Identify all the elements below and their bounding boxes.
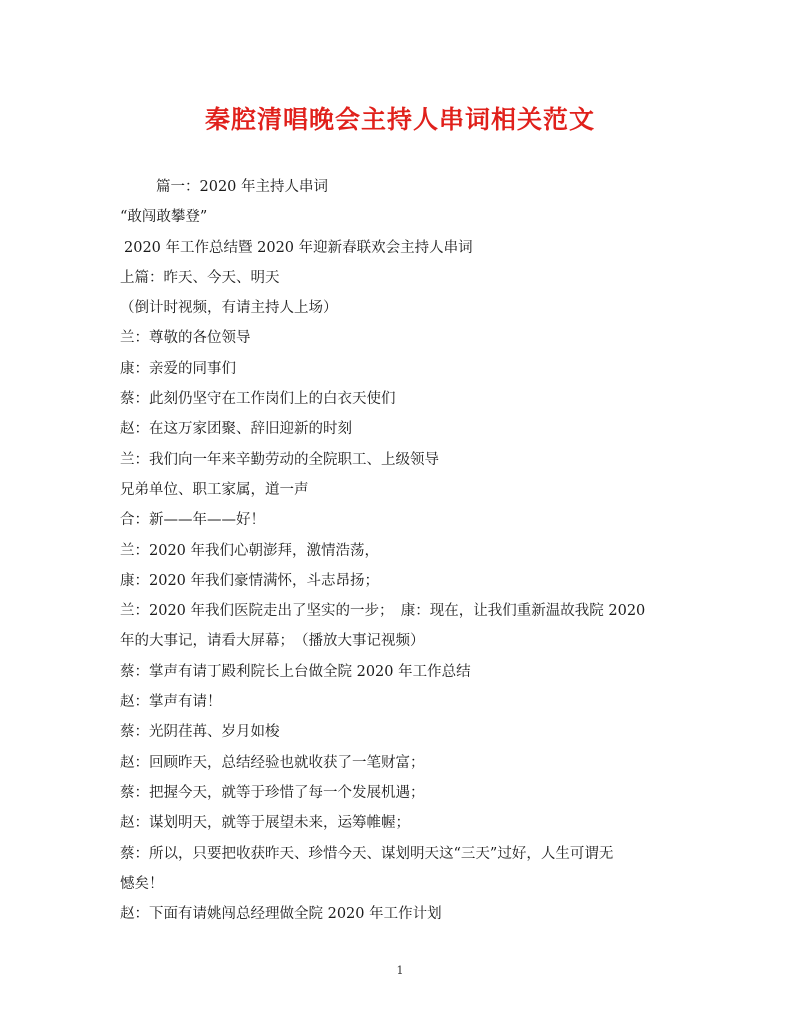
body-line-18: 赵：掌声有请！ [120,694,222,711]
body-line-6: 兰：尊敬的各位领导 [120,330,251,347]
body-line-7: 康：亲爱的同事们 [120,360,236,377]
body-line-15: 兰：2020 年我们医院走出了坚实的一步； 康：现在，让我们重新温故我院 2020 [120,603,646,620]
body-line-1: 篇一：2020 年主持人串词 [156,179,329,195]
body-line-14: 康：2020 年我们豪情满怀，斗志昂扬； [120,572,380,589]
body-line-3: 2020 年工作总结暨 2020 年迎新春联欢会主持人串词 [124,239,473,256]
page-number: 1 [396,964,404,977]
body-line-25: 赵：下面有请姚闯总经理做全院 2020 年工作计划 [120,906,442,923]
body-line-20: 赵：回顾昨天，总结经验也就收获了一笔财富； [120,754,425,771]
body-line-22: 赵：谋划明天，就等于展望未来，运筹帷幄； [120,815,410,832]
body-line-23: 蔡：所以，只要把收获昨天、珍惜今天、谋划明天这“三天”过好，人生可谓无 [120,845,614,862]
body-line-24: 憾矣！ [120,875,164,892]
body-line-13: 兰：2020 年我们心朝澎拜，激情浩荡， [120,542,380,559]
body-line-9: 赵：在这万家团聚、辞旧迎新的时刻 [120,421,352,438]
body-line-12: 合：新——年——好！ [120,512,265,529]
document-body [120,172,690,929]
body-line-8: 蔡：此刻仍坚守在工作岗们上的白衣天使们 [120,391,396,408]
body-line-17: 蔡：掌声有请丁殿利院长上台做全院 2020 年工作总结 [120,663,471,680]
body-line-2: “敢闯敢攀登” [120,209,208,226]
body-line-5: （倒计时视频，有请主持人上场） [120,300,338,317]
body-line-4: 上篇：昨天、今天、明天 [120,269,280,286]
body-line-21: 蔡：把握今天，就等于珍惜了每一个发展机遇； [120,784,425,801]
body-line-11: 兄弟单位、职工家属，道一声 [120,481,309,498]
body-line-16: 年的大事记，请看大屏幕； （播放大事记视频） [120,633,425,650]
document-title: 秦腔清唱晚会主持人串词相关范文 [204,105,595,134]
body-line-10: 兰：我们向一年来辛勤劳动的全院职工、上级领导 [120,451,439,468]
body-line-19: 蔡：光阴荏苒、岁月如梭 [120,724,280,741]
